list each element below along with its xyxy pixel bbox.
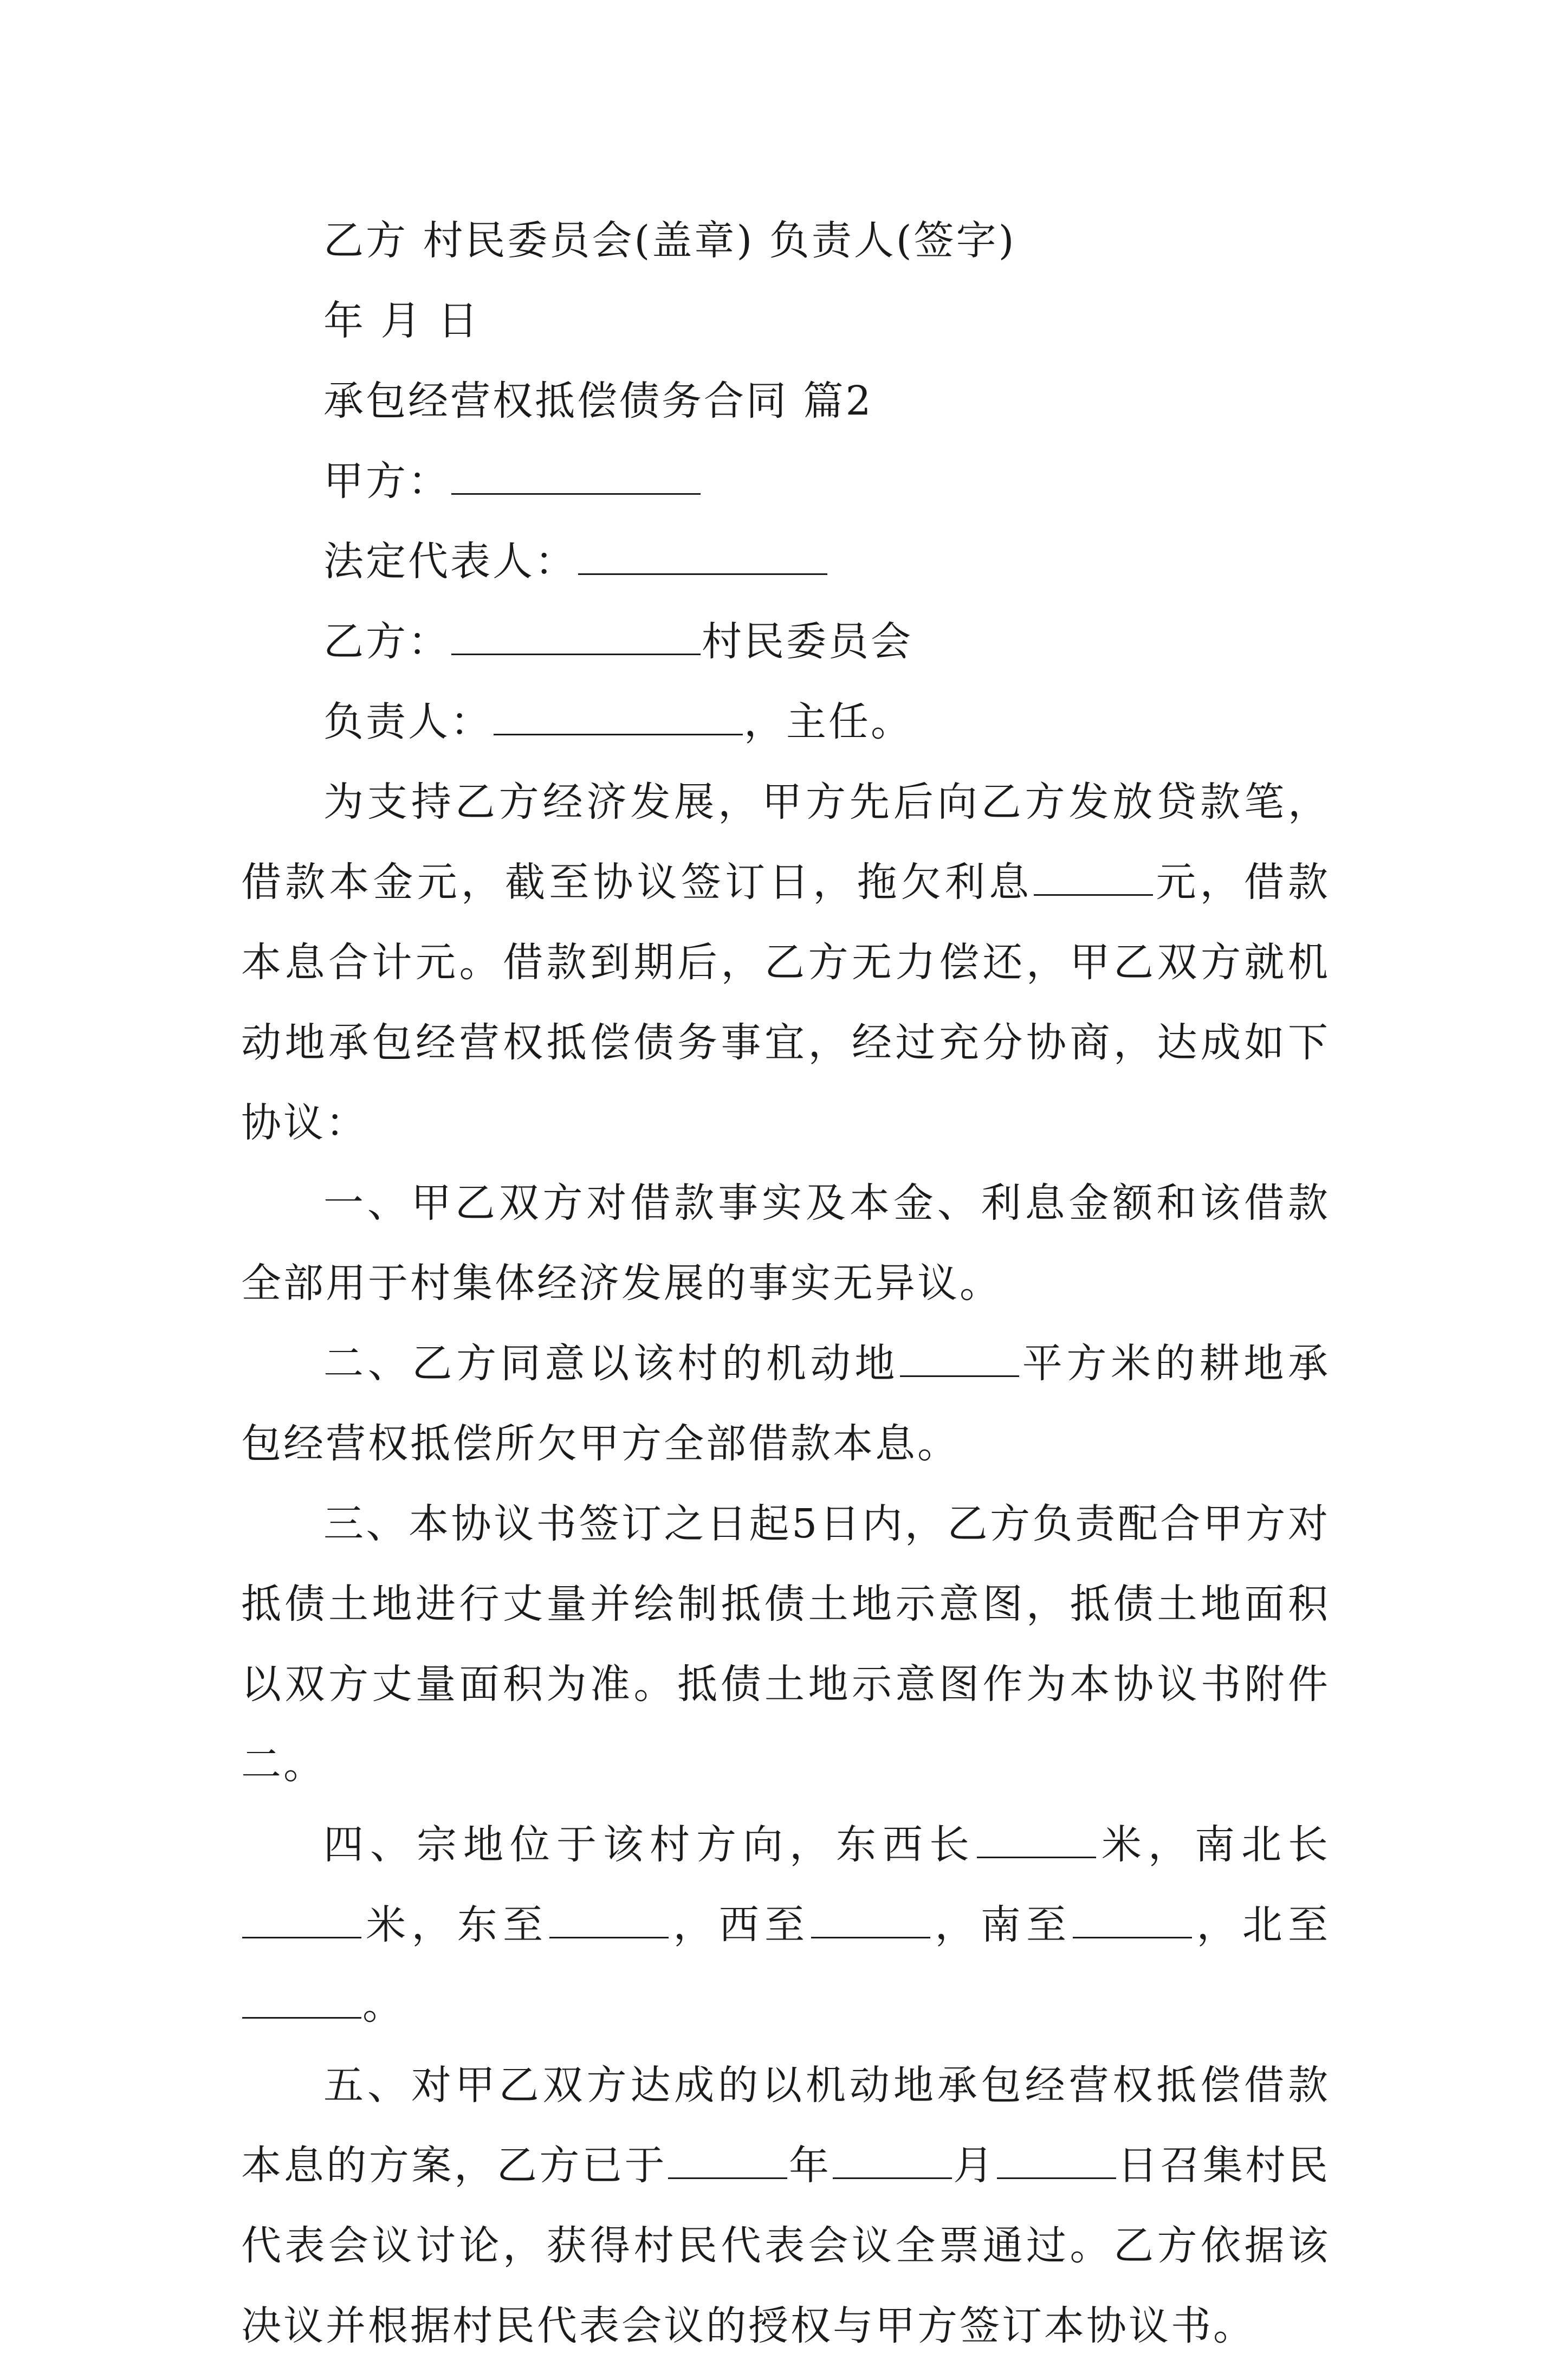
party-a-label: 甲方： (323, 458, 450, 505)
clause-1-text: 一、甲乙双方对借款事实及本金、利息金额和该借款全部用于村集体经济发展的事实无异议。 (241, 1180, 1330, 1307)
contract-title: 承包经营权抵偿债务合同 篇2 (323, 378, 873, 424)
meeting-month-blank (833, 2137, 952, 2179)
clause-5 (241, 2045, 1330, 2366)
north-boundary-blank (242, 1977, 361, 2019)
legal-representative-line (241, 521, 1330, 602)
south-boundary-blank (1073, 1897, 1192, 1938)
clause-5-text-c: 月 (953, 2142, 996, 2189)
west-boundary-blank (811, 1897, 930, 1938)
person-in-charge-suffix: ，主任。 (744, 699, 913, 745)
clause-4-text-d: ，西至 (670, 1902, 811, 1948)
party-b-line (241, 602, 1330, 682)
meeting-day-blank (997, 2137, 1116, 2179)
clause-4-text-c: 米，东至 (362, 1902, 549, 1948)
land-area-blank (900, 1335, 1019, 1377)
party-b-blank (451, 613, 701, 655)
meeting-year-blank (668, 2137, 787, 2179)
preamble-paragraph (241, 762, 1330, 1163)
clause-4-text-a: 四、宗地位于该村方向，东西长 (323, 1821, 976, 1868)
party-a-blank (451, 453, 701, 495)
party-b-signature-line: 乙方 村民委员会(盖章) 负责人(签字) (323, 217, 1016, 264)
person-in-charge-line (241, 682, 1330, 762)
document-body (241, 201, 1330, 2366)
clause-3 (241, 1484, 1330, 1805)
clause-1 (241, 1163, 1330, 1323)
preamble-text-2: 元，借款本息合计元。借款到期后，乙方无力偿还，甲乙双方就机动地承包经营权抵偿债务事宜，经过充分协商，达成如下协议： (241, 859, 1331, 1146)
north-south-length-blank (242, 1897, 361, 1938)
clause-4-text-b: 米，南北长 (1097, 1821, 1330, 1868)
legal-representative-blank (578, 533, 827, 575)
clause-3-text: 三、本协议书签订之日起5日内，乙方负责配合甲方对抵债土地进行丈量并绘制抵债土地示意图，抵债土地面积以双方丈量面积为准。抵债土地示意图作为本协议书附件二。 (241, 1501, 1330, 1788)
clause-5-text-d: 日召集村民代表会议讨论，获得村民代表会议全票通过。乙方依据该决议并根据村民代表会议的授权与甲方签订本协议书。 (241, 2142, 1331, 2349)
clause-4-text-g: 。 (362, 1982, 405, 2028)
date-line: 年 月 日 (323, 298, 481, 344)
clause-4-text-f: ，北至 (1193, 1902, 1330, 1948)
clause-4-text-e: ，南至 (931, 1902, 1072, 1948)
preamble-text-1: 为支持乙方经济发展，甲方先后向乙方发放贷款笔，借款本金元，截至协议签订日，拖欠利息 (241, 779, 1330, 906)
legal-representative-label: 法定代表人： (323, 538, 577, 585)
east-west-length-blank (977, 1816, 1096, 1858)
person-in-charge-label: 负责人： (323, 699, 493, 745)
party-b-label: 乙方： (323, 618, 450, 665)
clause-2-text-a: 二、乙方同意以该村的机动地 (323, 1340, 899, 1387)
person-in-charge-blank (494, 694, 743, 735)
clause-2-text-b: 平方米的耕地承包经营权抵偿所欠甲方全部借款本息。 (241, 1340, 1331, 1467)
east-boundary-blank (549, 1897, 669, 1938)
party-a-line (241, 441, 1330, 521)
clause-5-text-b: 年 (788, 2142, 832, 2189)
party-b-suffix: 村民委员会 (702, 618, 913, 665)
clause-4 (241, 1805, 1330, 2045)
interest-amount-blank (1034, 854, 1153, 896)
clause-5-text-a: 五、对甲乙双方达成的以机动地承包经营权抵偿借款本息的方案，乙方已于 (241, 2062, 1330, 2189)
clause-2 (241, 1323, 1330, 1484)
